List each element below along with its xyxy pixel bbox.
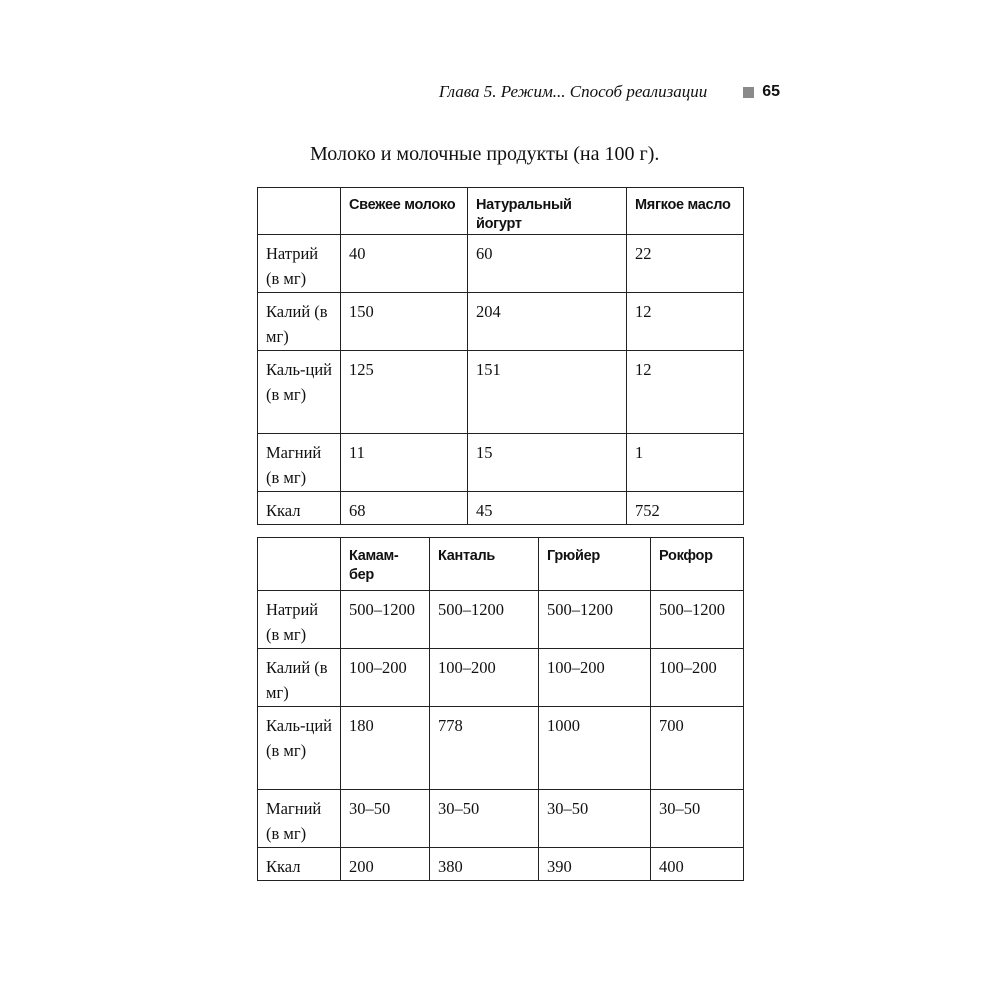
table-cell: 380	[430, 848, 539, 881]
row-label: Каль-ций (в мг)	[258, 351, 341, 434]
table-cell: 1000	[539, 707, 651, 790]
table-row	[258, 790, 744, 848]
row-label: Натрий (в мг)	[258, 235, 341, 293]
table-cell: 30–50	[341, 790, 430, 848]
running-title: Глава 5. Режим... Способ реализации	[438, 82, 708, 101]
table-row	[258, 848, 744, 881]
table-row	[258, 492, 744, 525]
table-row	[258, 351, 744, 434]
table-cell: 500–1200	[341, 591, 430, 649]
table-cell: 200	[341, 848, 430, 881]
table-row	[258, 707, 744, 790]
header-cell: Камам-бер	[341, 538, 430, 591]
row-label: Ккал	[258, 492, 341, 525]
table-cell: 100–200	[430, 649, 539, 707]
header-cell: Натуральный йогурт	[468, 188, 627, 235]
table-cell: 30–50	[430, 790, 539, 848]
table-cell: 60	[468, 235, 627, 293]
table-cell: 390	[539, 848, 651, 881]
row-label: Натрий (в мг)	[258, 591, 341, 649]
table-cell: 1	[627, 434, 744, 492]
row-label: Калий (в мг)	[258, 649, 341, 707]
square-marker-icon	[743, 87, 754, 98]
table-cell: 100–200	[651, 649, 744, 707]
table-row	[258, 235, 744, 293]
table-header-row	[258, 188, 744, 235]
row-label: Магний (в мг)	[258, 434, 341, 492]
table-row	[258, 591, 744, 649]
table-cell: 11	[341, 434, 468, 492]
table-cell: 150	[341, 293, 468, 351]
table-cell: 500–1200	[651, 591, 744, 649]
table-cell: 30–50	[539, 790, 651, 848]
table-cell: 100–200	[341, 649, 430, 707]
table-header-row	[258, 538, 744, 591]
table-cell: 40	[341, 235, 468, 293]
table-cell: 30–50	[651, 790, 744, 848]
row-label: Калий (в мг)	[258, 293, 341, 351]
row-label: Ккал	[258, 848, 341, 881]
table-cell: 700	[651, 707, 744, 790]
table-cell: 125	[341, 351, 468, 434]
table-row	[258, 293, 744, 351]
running-head	[380, 80, 780, 104]
table-row	[258, 649, 744, 707]
dairy-table	[257, 187, 744, 525]
table-cell: 752	[627, 492, 744, 525]
table-cell: 22	[627, 235, 744, 293]
table-row	[258, 434, 744, 492]
table-cell: 400	[651, 848, 744, 881]
table-caption: Молоко и молочные продукты (на 100 г).	[310, 143, 660, 165]
table-cell: 180	[341, 707, 430, 790]
table-cell: 500–1200	[539, 591, 651, 649]
table-cell: 15	[468, 434, 627, 492]
header-cell	[258, 538, 341, 591]
table-cell: 12	[627, 351, 744, 434]
table-cell: 500–1200	[430, 591, 539, 649]
cheese-table	[257, 537, 744, 881]
row-label: Магний (в мг)	[258, 790, 341, 848]
table-cell: 778	[430, 707, 539, 790]
header-cell: Мягкое масло	[627, 188, 744, 235]
table-cell: 68	[341, 492, 468, 525]
row-label: Каль-ций (в мг)	[258, 707, 341, 790]
table-cell: 12	[627, 293, 744, 351]
header-cell: Грюйер	[539, 538, 651, 591]
table-cell: 204	[468, 293, 627, 351]
header-cell: Канталь	[430, 538, 539, 591]
page-number: 65	[762, 83, 780, 100]
header-cell: Рокфор	[651, 538, 744, 591]
header-cell: Свежее молоко	[341, 188, 468, 235]
header-cell	[258, 188, 341, 235]
table-cell: 100–200	[539, 649, 651, 707]
table-cell: 151	[468, 351, 627, 434]
table-cell: 45	[468, 492, 627, 525]
